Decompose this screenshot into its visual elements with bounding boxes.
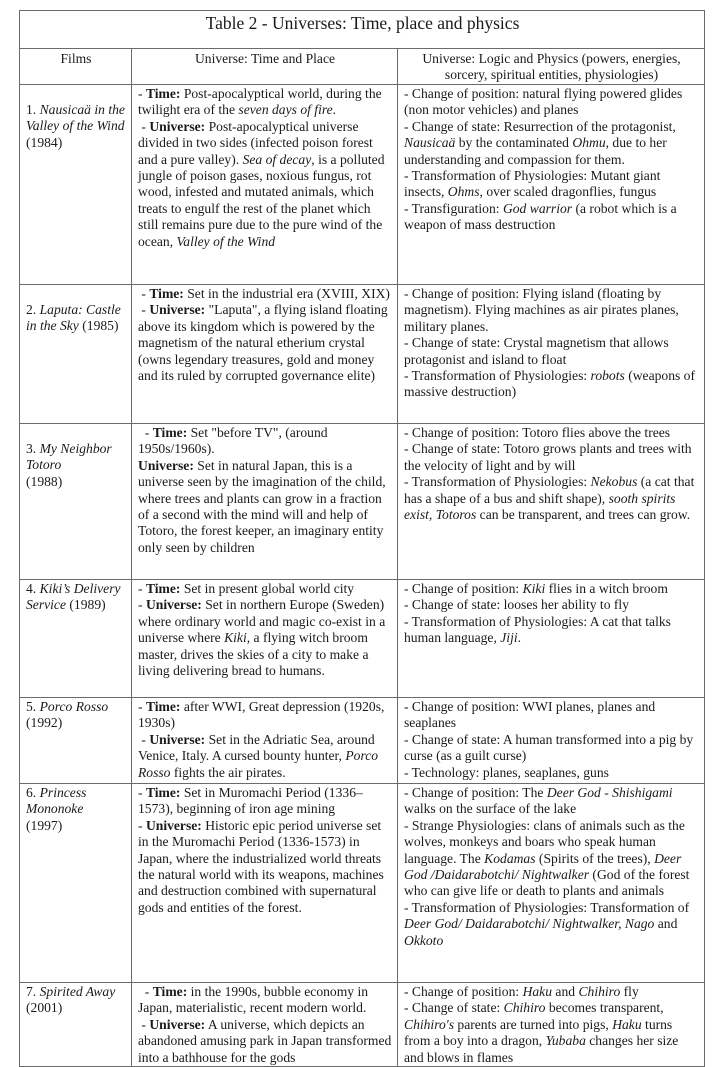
text-italic: God warrior — [502, 200, 573, 216]
time-label: Time: — [145, 699, 181, 714]
film-cell — [20, 424, 132, 580]
film-number: 3. — [26, 441, 37, 456]
physics-item: - Change of position: Totoro flies above the trees — [404, 425, 671, 440]
table-title: Table 2 - Universes: Time, place and physics — [20, 11, 705, 49]
physics-item: - Change of position: natural flying powered glides (non motor vehicles) and planes — [404, 86, 683, 118]
text-italic: Kiki — [522, 581, 546, 596]
universe-text: , a flying witch broom master, drives the skies of a city to make a living delivering bread to humans. — [138, 630, 369, 679]
dash: - — [141, 286, 150, 301]
text: changes her size and blows in flames — [404, 1033, 679, 1065]
time-place-cell — [132, 285, 398, 424]
dash: - — [138, 597, 146, 613]
film-title: My Neighbor Totoro — [26, 441, 112, 473]
text: and — [654, 916, 678, 932]
universe-label: Universe: — [145, 597, 202, 613]
time-text: Set in Muromachi Period (1336–1573), beginning of iron age mining — [138, 785, 363, 817]
text-italic: Chihiro — [578, 984, 621, 999]
text-italic: Okkoto — [404, 932, 444, 948]
physics-item — [404, 984, 699, 1000]
text-italic: Chihiro — [503, 1000, 546, 1016]
film-title: Princess Mononoke — [26, 785, 87, 817]
text-italic: Chihiro's — [404, 1016, 454, 1032]
text: - Transformation of Physiologies: — [404, 368, 591, 384]
film-title: Nausicaä in the Valley of the Wind — [26, 102, 125, 134]
physics-item — [404, 581, 699, 597]
film-year: (1989) — [69, 597, 106, 613]
text-italic: Deer God /Daidarabotchi/ Nightwalker — [404, 850, 682, 883]
universe-text-italic: Porco Rosso — [138, 748, 379, 780]
physics-item: - Change of state: A human transformed into a pig by curse (as a guilt curse) — [404, 731, 694, 764]
universe-text-italic: Sea of decay — [242, 151, 312, 167]
table-header-row — [20, 49, 705, 85]
time-label: Time: — [152, 984, 188, 999]
table-row — [20, 285, 705, 424]
physics-item: - Change of position: Flying island (floating by magnetism). Flying machines as air pirates planes, military planes. — [404, 286, 679, 334]
text: becomes transparent, — [545, 1000, 664, 1016]
text: parents are turned into pigs, — [454, 1016, 613, 1032]
header-logic-physics: Universe: Logic and Physics (powers, energies, sorcery, spiritual entities, physiologies) — [398, 49, 705, 85]
header-time-place: Universe: Time and Place — [132, 49, 398, 85]
universe-text: fights the air pirates. — [170, 764, 286, 780]
text: - Strange Physiologies: clans of animals such as the wolves, monkeys and boars who speak human language. The — [404, 817, 685, 866]
text-italic: Nausicaä — [404, 135, 456, 151]
dash: - — [138, 785, 146, 800]
table-row — [20, 85, 705, 285]
time-text: after WWI, Great depression (1920s, 1930s) — [138, 699, 385, 731]
film-title: Kiki’s Delivery Service — [26, 581, 121, 613]
film-year: (1992) — [26, 715, 63, 731]
time-text: in the 1990s, bubble economy in Japan, materialistic, recent modern world. — [138, 984, 369, 1016]
universes-table — [19, 10, 705, 1067]
dash: - — [138, 86, 146, 101]
film-cell — [20, 784, 132, 983]
text-italic: Kodamas — [484, 850, 536, 866]
text: (a cat that has a shape of a bus and shift shape), — [404, 474, 695, 506]
text-italic: robots — [590, 368, 625, 384]
universe-text: A universe, which depicts an abandoned amusing park in Japan transformed into a bathhouse for the gods — [138, 1016, 392, 1065]
text-italic: Haku — [612, 1016, 642, 1032]
logic-physics-cell — [398, 784, 705, 983]
time-label: Time: — [145, 785, 181, 800]
time-text: Set in present global world city — [183, 581, 355, 596]
table-row — [20, 983, 705, 1067]
text: , over scaled dragonflies, fungus — [479, 184, 657, 200]
film-cell — [20, 580, 132, 698]
physics-item: - Change of position: WWI planes, planes and seaplanes — [404, 699, 656, 731]
physics-item: - Change of state: Crystal magnetism that allows protagonist and island to float — [404, 335, 669, 367]
time-label: Time: — [152, 425, 188, 440]
time-place-cell — [132, 784, 398, 983]
text: flies in a witch broom — [545, 581, 668, 596]
text-italic: Haku — [522, 984, 553, 999]
text: (Spirits of the trees), — [535, 850, 655, 866]
universe-text: "Laputa", a flying island floating above its kingdom which is powered by the magnetism of the natural etherium crystal (owns legendary treasures, gold and money and its ruled by corrupted governance elite) — [138, 302, 388, 384]
film-cell — [20, 285, 132, 424]
text: - Transfiguration: — [404, 200, 503, 216]
time-label: Time: — [149, 286, 184, 301]
logic-physics-cell — [398, 424, 705, 580]
text: , due to her understanding and compassion for them. — [404, 135, 667, 167]
text: - Change of position: — [404, 984, 523, 999]
film-number: 1. — [26, 102, 37, 117]
text: - Change of position: — [404, 581, 523, 596]
universe-label: Universe: — [145, 817, 202, 833]
text: can be transparent, and trees can grow. — [476, 507, 691, 523]
table-row — [20, 784, 705, 983]
table-row — [20, 580, 705, 698]
logic-physics-cell — [398, 85, 705, 285]
text: (a robot which is a weapon of mass destruction — [404, 200, 677, 233]
dash: - — [141, 118, 150, 134]
film-title: Porco Rosso — [39, 699, 109, 714]
dash: - — [144, 425, 153, 440]
film-title: Spirited Away — [39, 984, 116, 999]
time-place-cell — [132, 983, 398, 1067]
text-italic: Yubaba — [545, 1033, 586, 1049]
time-text: Set in the industrial era (XVIII, XIX) — [187, 286, 390, 301]
text: turns from a boy into a dragon, — [404, 1016, 673, 1049]
universe-label: Universe: — [149, 302, 206, 318]
universe-label: Universe: — [149, 118, 206, 134]
dash: - — [138, 699, 146, 714]
time-text-italic: seven days of fire — [238, 102, 333, 118]
time-place-cell — [132, 424, 398, 580]
film-cell — [20, 85, 132, 285]
text: (weapons of massive destruction) — [404, 368, 696, 400]
physics-item — [404, 474, 699, 523]
table-row — [20, 698, 705, 784]
film-number: 7. — [26, 984, 37, 999]
physics-item: - Change of state: Totoro grows plants and trees with the velocity of light and by will — [404, 441, 692, 473]
text: (God of the forest who can give life or death to plants and animals — [404, 867, 690, 899]
logic-physics-cell — [398, 983, 705, 1067]
text-italic: Ohmu — [572, 135, 606, 151]
logic-physics-cell — [398, 580, 705, 698]
text: - Transformation of Physiologies: Transformation of — [404, 899, 690, 915]
dash: - — [141, 731, 150, 747]
universe-text: , is a polluted jungle of poison gases, noxious fungus, rot wood, infested and mutated animals, which treats to engulf the rest of the planet which still remains pure due to the pure wind of the ocean, — [138, 151, 385, 249]
physics-item — [404, 368, 699, 401]
text: . — [517, 630, 522, 646]
text-italic: Nekobus — [590, 474, 638, 490]
physics-item: - Change of state: looses her ability to fly — [404, 597, 630, 613]
text-italic: Deer God/ Daidarabotchi/ Nightwalker, Nago — [404, 916, 655, 932]
text-italic: sooth spirits exist, Totoros — [404, 490, 676, 523]
physics-item — [404, 1000, 699, 1066]
film-year: (1988) — [26, 473, 63, 489]
time-place-cell — [132, 85, 398, 285]
film-number: 6. — [26, 785, 37, 800]
text: and — [552, 984, 579, 999]
text-italic: Ohms — [447, 184, 480, 200]
time-label: Time: — [145, 581, 181, 596]
text: - Change of state: — [404, 1000, 504, 1016]
text: - Change of position: The — [404, 785, 547, 800]
physics-item — [404, 818, 699, 900]
film-number: 5. — [26, 699, 37, 714]
physics-item — [404, 168, 699, 201]
dash: - — [138, 581, 146, 596]
universe-text: Historic epic period universe set in the Muromachi Period (1336-1573) in Japan, where the industrialized world threats the natural world with its weapons, machines and destruction combined with supernatural gods and entities of the forest. — [138, 817, 384, 915]
dash: - — [141, 1016, 150, 1032]
dash: - — [138, 817, 146, 833]
universe-text: Set in northern Europe (Sweden) where ordinary world and magic co-exist in a universe where — [138, 597, 386, 646]
film-year: (2001) — [26, 1000, 63, 1016]
text: - Transformation of Physiologies: A cat that talks human language, — [404, 613, 671, 646]
time-place-cell — [132, 580, 398, 698]
universe-label: Universe: — [149, 731, 206, 747]
physics-item — [404, 614, 699, 647]
universe-text-italic: Valley of the Wind — [176, 233, 276, 249]
dash: - — [141, 302, 150, 318]
film-number: 4. — [26, 581, 37, 596]
logic-physics-cell — [398, 285, 705, 424]
universe-text: Set in natural Japan, this is a universe seen by the imagination of the child, where trees and plants can grow in a fraction of a second with the mind will and help of Totoro, the forest keeper, an imaginary entity only seen by children — [138, 457, 386, 555]
time-text: Post-apocalyptical world, during the twilight era of the — [138, 86, 382, 118]
universe-text-italic: Kiki — [224, 630, 247, 646]
film-number: 2. — [26, 302, 37, 317]
dash: - — [144, 984, 153, 999]
text: - Change of state: Resurrection of the protagonist, — [404, 118, 676, 134]
text: walks on the surface of the lake — [404, 801, 577, 817]
universe-label: Universe: — [149, 1016, 206, 1032]
universe-label: Universe: — [138, 457, 194, 473]
physics-item — [404, 119, 699, 168]
text-italic: Jiji — [500, 630, 518, 646]
text: - Transformation of Physiologies: — [404, 474, 591, 490]
film-cell — [20, 698, 132, 784]
physics-item — [404, 900, 699, 949]
physics-item: - Technology: planes, seaplanes, guns — [404, 764, 609, 780]
time-place-cell — [132, 698, 398, 784]
film-cell — [20, 983, 132, 1067]
text: by the contaminated — [455, 135, 573, 151]
film-year: (1985) — [82, 318, 119, 334]
time-label: Time: — [145, 86, 181, 101]
film-title: Laputa: Castle in the Sky — [26, 302, 121, 334]
film-year: (1984) — [26, 134, 63, 150]
text-italic: Deer God - Shishigami — [546, 785, 673, 800]
time-text: . — [332, 102, 337, 118]
time-text: Set "before TV", (around 1950s/1960s). — [138, 425, 328, 457]
header-films: Films — [20, 49, 132, 85]
text: - Transformation of Physiologies: Mutant giant insects, — [404, 168, 661, 200]
logic-physics-cell — [398, 698, 705, 784]
universe-text: Set in the Adriatic Sea, around Venice, Italy. A cursed bounty hunter, — [138, 731, 375, 764]
physics-item — [404, 785, 699, 818]
physics-item — [404, 201, 699, 234]
film-year: (1997) — [26, 817, 63, 833]
universe-text: Post-apocalyptical universe divided in two sides (infected poison forest and a pure valley). — [138, 118, 373, 167]
text: fly — [620, 984, 639, 999]
table-row — [20, 424, 705, 580]
table-title-row — [20, 11, 705, 49]
